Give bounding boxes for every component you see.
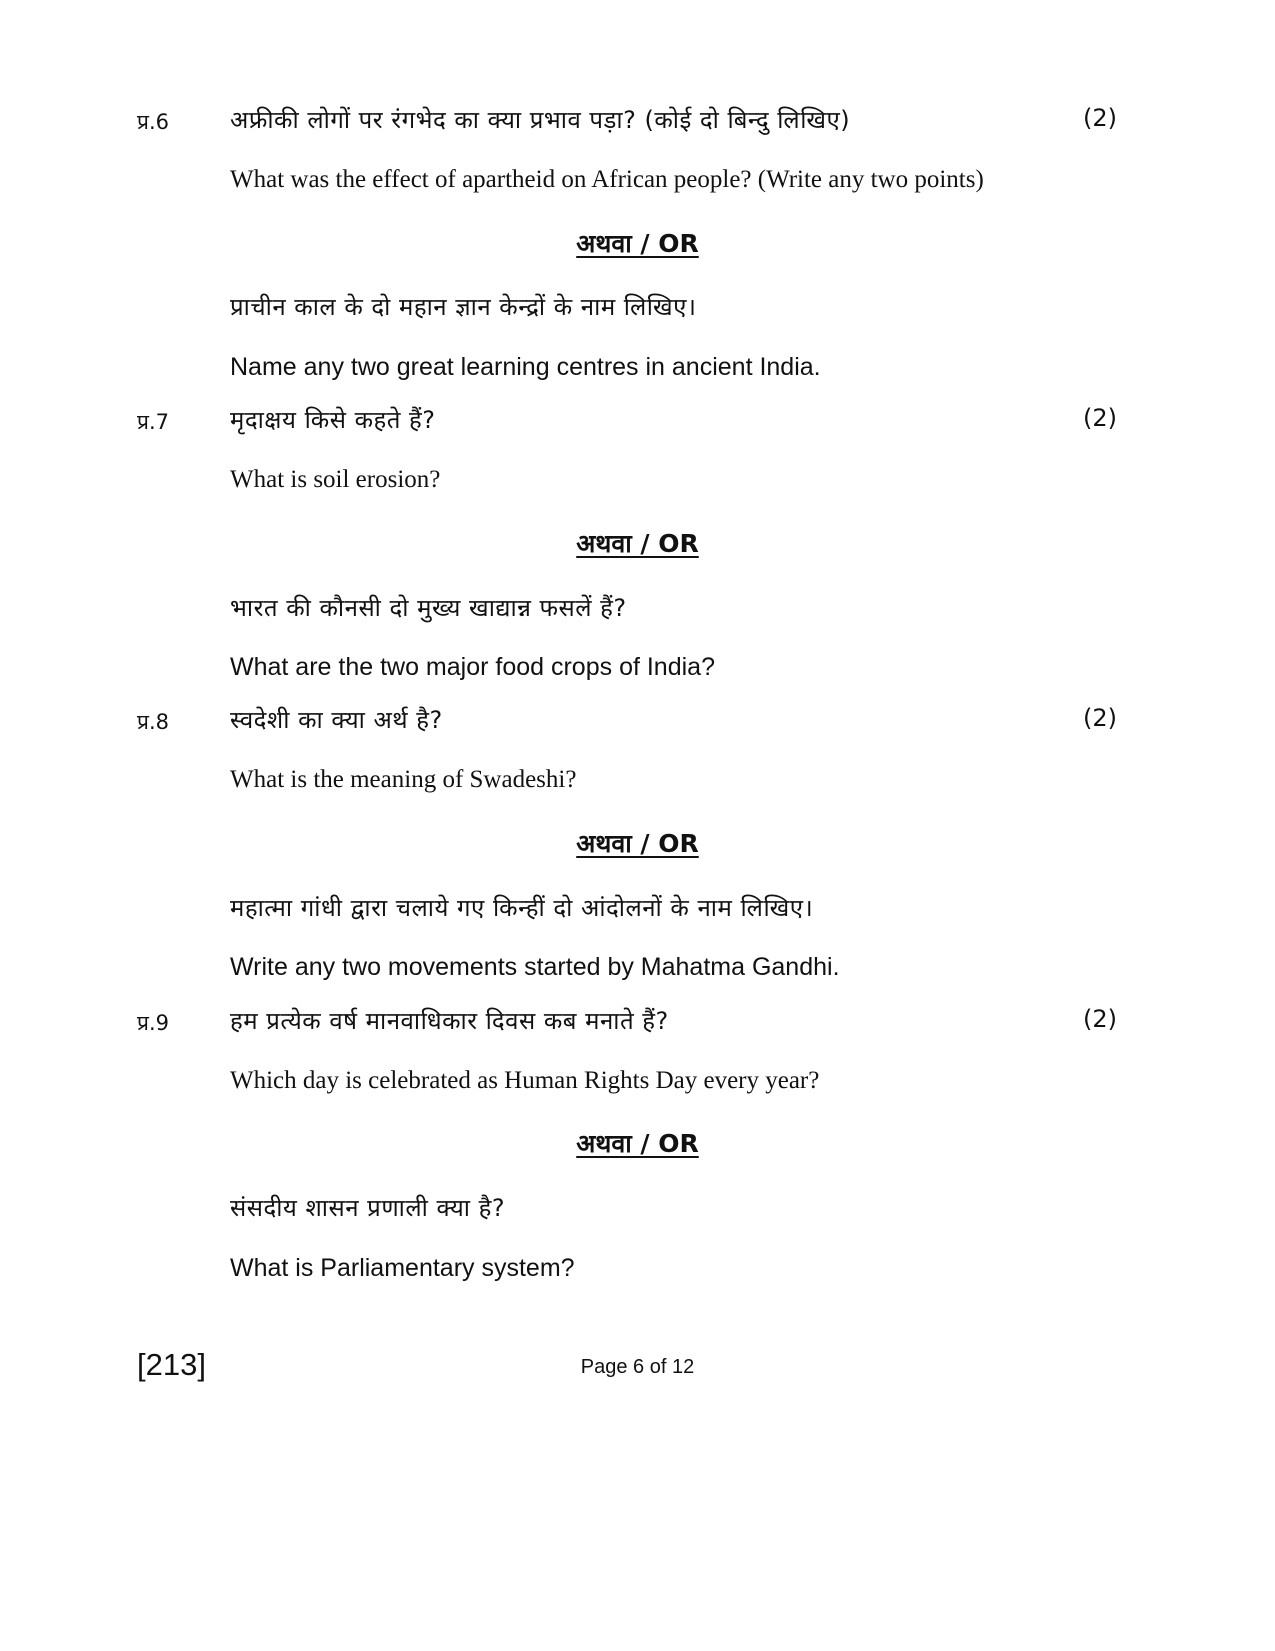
alternative-question-english: Write any two movements started by Mahatma Gandhi. [230, 953, 840, 981]
question-text-english: What is soil erosion? [230, 466, 441, 493]
alternative-question-hindi: भारत की कौनसी दो मुख्य खाद्यान्न फसलें हैं? [230, 594, 627, 622]
question-text-hindi: स्वदेशी का क्या अर्थ है? [230, 706, 443, 734]
or-separator [0, 226, 1275, 260]
question-text-english: What is the meaning of Swadeshi? [230, 766, 577, 793]
paper-code: [213] [137, 1347, 206, 1382]
or-separator [0, 826, 1275, 860]
or-label: अथवा / OR [576, 829, 699, 858]
question-number: प्र.9 [137, 1011, 169, 1035]
alternative-question-english: What is Parliamentary system? [230, 1254, 575, 1282]
question-marks: (2) [1083, 104, 1117, 132]
question-marks: (2) [1083, 1005, 1117, 1033]
or-separator [0, 526, 1275, 560]
or-label: अथवा / OR [576, 229, 699, 258]
alternative-question-english: Name any two great learning centres in ancient India. [230, 353, 821, 381]
question-text-english: What was the effect of apartheid on African people? (Write any two points) [230, 166, 984, 193]
alternative-question-hindi: महात्मा गांधी द्वारा चलाये गए किन्हीं दो आंदोलनों के नाम लिखिए। [230, 894, 814, 922]
page-number: Page 6 of 12 [580, 1356, 695, 1378]
question-number: प्र.8 [137, 710, 169, 734]
question-number: प्र.7 [137, 410, 169, 434]
or-separator [0, 1126, 1275, 1160]
question-text-english: Which day is celebrated as Human Rights Day every year? [230, 1067, 820, 1094]
question-marks: (2) [1083, 704, 1117, 732]
or-label: अथवा / OR [576, 529, 699, 558]
question-number: प्र.6 [137, 110, 169, 134]
question-marks: (2) [1083, 404, 1117, 432]
question-text-hindi: हम प्रत्येक वर्ष मानवाधिकार दिवस कब मनाते हैं? [230, 1007, 669, 1035]
question-text-hindi: अफ्रीकी लोगों पर रंगभेद का क्या प्रभाव पड़ा? (कोई दो बिन्दु लिखिए) [230, 106, 851, 134]
or-label: अथवा / OR [576, 1129, 699, 1158]
alternative-question-hindi: प्राचीन काल के दो महान ज्ञान केन्द्रों के नाम लिखिए। [230, 293, 697, 321]
alternative-question-hindi: संसदीय शासन प्रणाली क्या है? [230, 1194, 506, 1222]
question-text-hindi: मृदाक्षय किसे कहते हैं? [230, 406, 436, 434]
alternative-question-english: What are the two major food crops of India? [230, 653, 715, 681]
